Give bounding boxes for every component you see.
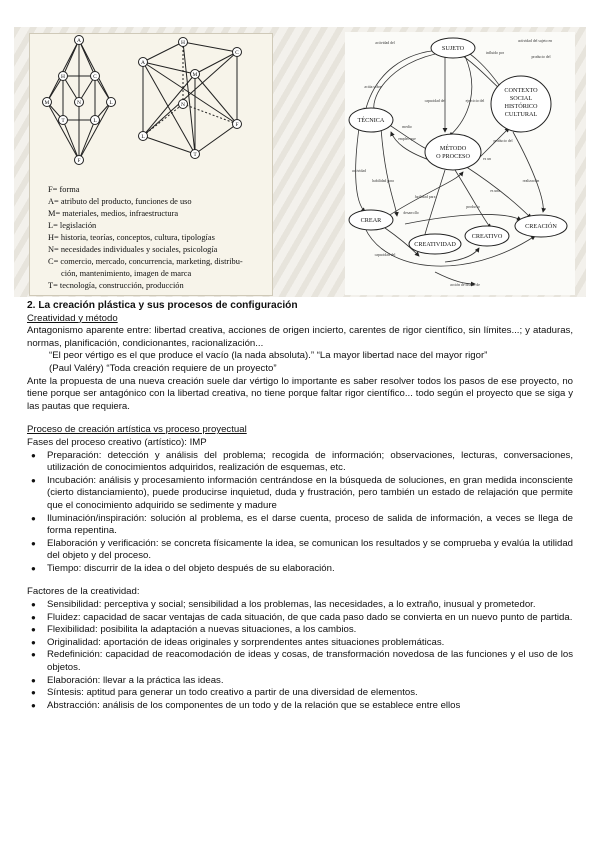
node-crear: CREAR (360, 217, 382, 224)
list-item: ● Sensibilidad: perceptiva y social; sensibilidad a los problemas, las necesidades, a lo extraño, inusual y prometedor. (47, 599, 573, 612)
poly-node-label: H (61, 74, 65, 81)
node-creacion: CREACIÓN (525, 223, 557, 230)
legend (48, 184, 270, 292)
poly-node-label: L (109, 100, 113, 107)
edge-label: capacidad del (374, 253, 396, 257)
poly-node-label: L (141, 134, 145, 141)
list-item: ● Redefinición: capacidad de reacomodación de ideas y cosas, de transformación novedosa de las funciones y el uso de los objetos. (47, 649, 573, 674)
legend-line: ción, mantenimiento, imagen de marca (61, 269, 192, 278)
legend-line: M= materiales, medios, infraestructura (48, 209, 179, 218)
edge-label: realización (522, 179, 540, 183)
legend-line: N= necesidades individuales y sociales, psicología (48, 245, 218, 254)
quote-line: “El peor vértigo es el que produce el vacío (la nada absoluta).” “La mayor libertad nace del mayor rigor” (49, 350, 488, 362)
poly-node-label: F (77, 158, 81, 165)
list-item: ● Incubación: análisis y procesamiento información centrándose en la búsqueda de soluciones, en gran medida inconsciente (cierto distanciamiento), puede producirse inquietud, duda y frustración, pero también un estado de relajación que permite que el conocimiento adquirido se sedimente y madure (47, 475, 573, 513)
node-sujeto: SUJETO (441, 45, 465, 52)
form-factors-diagram (29, 33, 273, 296)
list-item: ● Síntesis: aptitud para generar un todo creativo a partir de una diversidad de elementos. (47, 687, 573, 700)
edge-label: producto del (531, 55, 551, 59)
poly-node-label: T (193, 152, 197, 159)
list-item: ● Flexibilidad: posibilita la adaptación a nuevas situaciones, a los cambios. (47, 624, 573, 637)
poly-node-label: A (77, 38, 81, 45)
list-item: ● Elaboración: llevar a la práctica las ideas. (47, 675, 573, 688)
paragraph-antagonismo: Antagonismo aparente entre: libertad creativa, acciones de origen incierto, carentes de rigor científico, sin límites...; y ataduras, normas, planificación, condicionantes, racionalización... (27, 325, 573, 349)
poly-node-label: N (181, 102, 185, 109)
node-creatividad: CREATIVIDAD (414, 241, 456, 248)
legend-line: F= forma (48, 185, 80, 194)
legend-line: L= legislación (48, 221, 97, 230)
list-item: ● Elaboración y verificación: se concreta físicamente la idea, se comunican los resultados y se comprueba y evalúa la utilidad del objeto y del proceso. (47, 538, 573, 563)
legend-line: A= atributo del producto, funciones de uso (48, 197, 192, 206)
factores-title: Factores de la creatividad: (27, 586, 140, 598)
edge-label: capacidad del (424, 99, 446, 103)
legend-line: T= tecnología, construcción, producción (48, 281, 184, 290)
poly-node-label: T (61, 118, 65, 125)
edge-label: actividad (352, 169, 366, 173)
edge-label: producto (466, 205, 480, 209)
node-metodo-line: O PROCESO (436, 153, 470, 160)
node-metodo-line: MÉTODO (439, 145, 467, 152)
edge-label: es un (483, 157, 491, 161)
list-item: ● Iluminación/inspiración: solución al problema, es el darse cuenta, proceso de salida de información, a veces se llega de forma repentina. (47, 513, 573, 538)
quote-line: (Paul Valéry) “Toda creación requiere de un proyecto” (49, 362, 277, 374)
poly-node-label: L (93, 118, 97, 125)
poly-node-label: F (235, 122, 239, 129)
list-item: ● Originalidad: aportación de ideas originales y sorprendentes antes situaciones problemáticas. (47, 637, 573, 650)
edge-label: actúa sobre (364, 85, 382, 89)
node-creativo: CREATIVO (471, 233, 503, 240)
poly-node-label: A (141, 60, 145, 67)
edge-label: acción de diseño de (450, 283, 480, 287)
factores-list (27, 599, 573, 712)
polyhedron-diagrams (30, 34, 272, 184)
legend-line: H= historia, teorías, conceptos, cultura, tipologías (48, 233, 215, 242)
edge-label: empleo que (398, 137, 416, 141)
list-item: ● Fluidez: capacidad de sacar ventajas de cada situación, de que cada paso dado se convierta en un nuevo punto de partida. (47, 612, 573, 625)
node-tecnica: TÉCNICA (357, 117, 385, 124)
poly-node-label: C (93, 74, 97, 81)
section-title: 2. La creación plástica y sus procesos de configuración (27, 300, 298, 311)
legend-line: C= comercio, mercado, concurrencia, marketing, distribu- (48, 257, 243, 266)
edge-label: actividad del sujeto en (517, 39, 553, 43)
process-network (345, 32, 575, 295)
subheading-proceso: Proceso de creación artística vs proceso proyectual (27, 424, 247, 436)
edge-label: desarrollo (403, 211, 419, 215)
poly-node-label: H (181, 40, 185, 47)
edge-label: ejercicio del (465, 99, 485, 103)
node-contexto-line: SOCIAL (509, 95, 533, 102)
fases-list (27, 450, 573, 576)
edge-label: producto del (493, 139, 513, 143)
text-content (27, 300, 573, 712)
paragraph-vertigo: Ante la propuesta de una nueva creación suele dar vértigo lo importante es saber resolver todos los pasos de ese proyecto, no tiene porque ser antagónico con la libertad creativa, no tiene porque faltar rigor científico... todo según el proyecto que se siga y las pautas que requiera. (27, 375, 573, 412)
poly-node-label: N (77, 100, 81, 107)
fases-title: Fases del proceso creativo (artístico): IMP (27, 436, 207, 448)
node-contexto-line: CULTURAL (504, 111, 538, 118)
edge-label: actividad del (375, 41, 395, 45)
poly-node-label: M (192, 72, 198, 79)
edge-label: facilidad para (414, 195, 436, 199)
poly-node-label: C (235, 50, 239, 57)
list-item: ● Abstracción: análisis de los componentes de un todo y de la relación que se establece entre ellos (47, 700, 573, 713)
poly-node-label: M (44, 100, 50, 107)
creative-process-diagram (345, 32, 575, 295)
node-contexto-line: CONTEXTO (504, 87, 538, 94)
list-item: ● Preparación: detección y análisis del problema; recogida de información; observaciones, lecturas, conversaciones, utilización de conocimientos adquiridos, realización de esquemas, etc. (47, 450, 573, 475)
list-item: ● Tiempo: discurrir de la idea o del objeto después de su elaboración. (47, 563, 573, 576)
edge-label: influido por (485, 51, 505, 55)
edge-label: habilidad para (372, 179, 394, 183)
edge-label: medio (402, 125, 412, 129)
node-contexto-line: HISTÓRICO (504, 103, 538, 110)
edge-label: es una (490, 189, 500, 193)
subheading-creatividad-metodo: Creatividad y método (27, 312, 118, 324)
